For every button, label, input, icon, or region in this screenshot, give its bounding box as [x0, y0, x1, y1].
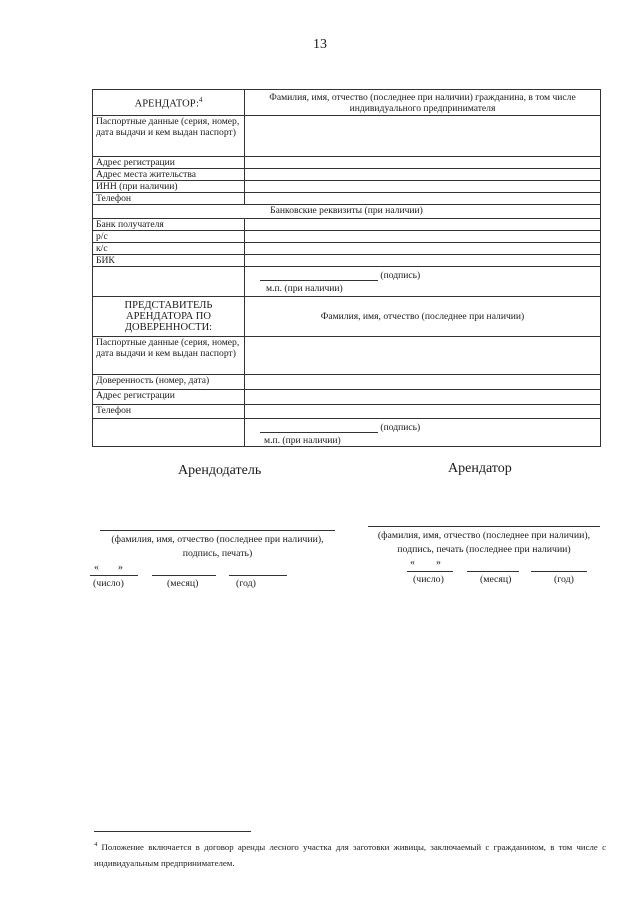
- signature-cell[interactable]: [245, 267, 601, 297]
- lessee-year-line[interactable]: [531, 571, 587, 572]
- signature-line: [260, 271, 378, 281]
- row-label: р/с: [93, 231, 245, 243]
- signature-label: (подпись): [380, 270, 421, 281]
- lessee-name-cell[interactable]: [245, 90, 601, 116]
- bik-input-cell[interactable]: [245, 255, 601, 267]
- row-label: Телефон: [93, 193, 245, 205]
- corr-account-input-cell[interactable]: [245, 243, 601, 255]
- table-row: [93, 243, 601, 255]
- row-label: к/с: [93, 243, 245, 255]
- row-label: Телефон: [93, 405, 245, 419]
- empty-cell: [93, 267, 245, 297]
- registration-input-cell[interactable]: [245, 157, 601, 169]
- lessee-day-line[interactable]: [407, 571, 453, 572]
- bank-header: Банковские реквизиты (при наличии): [93, 205, 601, 219]
- representative-label: ПРЕДСТАВИТЕЛЬ АРЕНДАТОРА ПО ДОВЕРЕННОСТИ:: [93, 297, 245, 337]
- signature-line: [260, 423, 378, 433]
- table-row: [93, 116, 601, 157]
- lessor-month-line[interactable]: [152, 575, 216, 576]
- footnote-text: Положение включается в договор аренды лесного участка для заготовки живицы, заключаемый с гражданином, в том числе с индивидуальным предпринимателем.: [94, 841, 606, 868]
- table-row: [93, 193, 601, 205]
- lessee-year-label: (год): [554, 574, 574, 585]
- row-label: Банк получателя: [93, 219, 245, 231]
- lessor-title: Арендодатель: [178, 463, 262, 478]
- account-input-cell[interactable]: [245, 231, 601, 243]
- seal-label: м.п. (при наличии): [264, 435, 341, 446]
- inn-input-cell[interactable]: [245, 181, 601, 193]
- rep-signature-row: [93, 419, 601, 447]
- page-number: 13: [313, 37, 327, 52]
- lessee-signature-line[interactable]: [368, 526, 600, 527]
- row-label: Адрес регистрации: [93, 157, 245, 169]
- table-row: [93, 169, 601, 181]
- lessee-header-row: [93, 90, 601, 116]
- rep-registration-input-cell[interactable]: [245, 390, 601, 405]
- representative-name-cell[interactable]: [245, 297, 601, 337]
- signature-line-wrap: [248, 270, 597, 281]
- lessor-year-line[interactable]: [229, 575, 287, 576]
- table-row: [93, 181, 601, 193]
- lessor-caption: (фамилия, имя, отчество (последнее при наличии), подпись, печать): [111, 534, 324, 559]
- signature-row: [93, 267, 601, 297]
- lessee-label-cell: [93, 90, 245, 116]
- table-row: [93, 157, 601, 169]
- table-row: [93, 375, 601, 390]
- lessee-caption: (фамилия, имя, отчество (последнее при наличии), подпись, печать (последнее при наличии): [377, 530, 591, 555]
- footnote-separator: [94, 831, 251, 832]
- rep-passport-input-cell[interactable]: [245, 337, 601, 375]
- table-row: [93, 231, 601, 243]
- lessee-quote-close: »: [436, 557, 441, 568]
- row-label: Доверенность (номер, дата): [93, 375, 245, 390]
- row-label: Паспортные данные (серия, номер, дата выдачи и кем выдан паспорт): [93, 337, 245, 375]
- lessor-day-line[interactable]: [90, 575, 138, 576]
- lessee-details-table: [92, 89, 601, 447]
- lessor-signature-line[interactable]: [100, 530, 335, 531]
- table-row: [93, 219, 601, 231]
- row-label: Адрес регистрации: [93, 390, 245, 405]
- row-label: БИК: [93, 255, 245, 267]
- signature-line-wrap: [248, 422, 597, 433]
- bank-input-cell[interactable]: [245, 219, 601, 231]
- footnote-ref: 4: [198, 96, 203, 105]
- lessee-name-caption: Фамилия, имя, отчество (последнее при наличии) гражданина, в том числе индивидуального предпринимателя: [269, 91, 576, 114]
- seal-label: м.п. (при наличии): [266, 283, 343, 294]
- lessee-month-label: (месяц): [480, 574, 512, 585]
- lessor-year-label: (год): [236, 578, 256, 589]
- table-row: [93, 390, 601, 405]
- row-label: Адрес места жительства: [93, 169, 245, 181]
- bank-header-row: [93, 205, 601, 219]
- row-label: ИНН (при наличии): [93, 181, 245, 193]
- rep-signature-cell[interactable]: [245, 419, 601, 447]
- lessee-month-line[interactable]: [467, 571, 519, 572]
- lessor-month-label: (месяц): [167, 578, 199, 589]
- table-row: [93, 337, 601, 375]
- lessee-quote-open: «: [410, 557, 415, 568]
- rep-phone-input-cell[interactable]: [245, 405, 601, 419]
- empty-cell: [93, 419, 245, 447]
- footnote-number: 4: [94, 841, 98, 848]
- lessee-day-label: (число): [413, 574, 444, 585]
- representative-name-caption: Фамилия, имя, отчество (последнее при наличии): [320, 311, 525, 322]
- signature-label: (подпись): [380, 422, 421, 433]
- representative-header-row: [93, 297, 601, 337]
- lessor-day-label: (число): [93, 578, 124, 589]
- lessee-label: АРЕНДАТОР:: [134, 98, 199, 110]
- power-of-attorney-input-cell[interactable]: [245, 375, 601, 390]
- lessee-title: Арендатор: [448, 461, 512, 476]
- phone-input-cell[interactable]: [245, 193, 601, 205]
- lessor-quote-close: »: [118, 562, 123, 573]
- residence-input-cell[interactable]: [245, 169, 601, 181]
- row-label: Паспортные данные (серия, номер, дата выдачи и кем выдан паспорт): [93, 116, 245, 157]
- passport-input-cell[interactable]: [245, 116, 601, 157]
- table-row: [93, 405, 601, 419]
- table-row: [93, 255, 601, 267]
- footnote: [94, 837, 606, 871]
- lessor-quote-open: «: [94, 562, 99, 573]
